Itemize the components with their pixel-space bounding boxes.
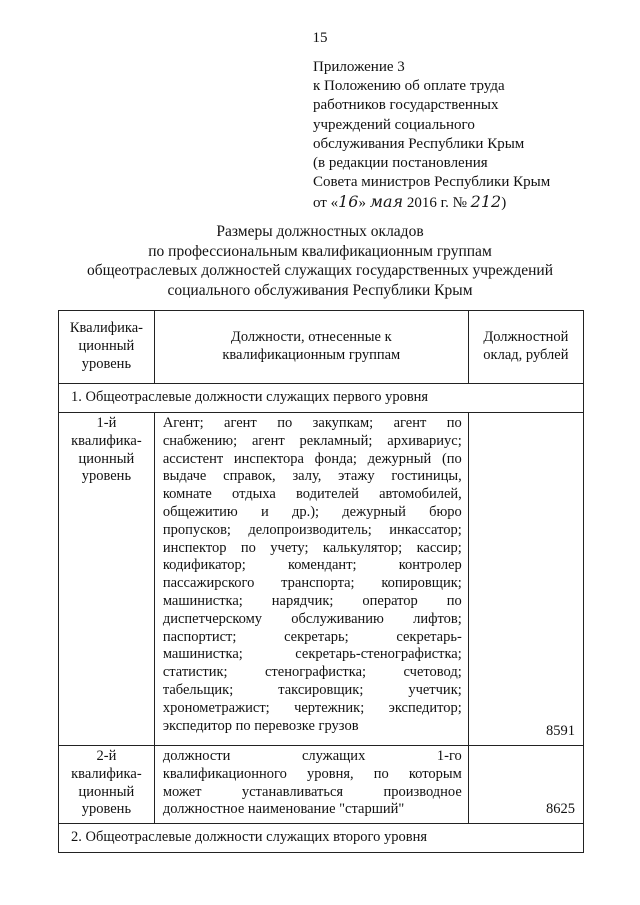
date-separator: » (358, 195, 370, 212)
header-level (59, 311, 155, 384)
handwritten-month: мая (369, 192, 404, 212)
appendix-date-line (313, 192, 613, 213)
level-cell (59, 413, 155, 746)
appendix-line: Совета министров Республики Крым (313, 174, 551, 191)
header-text: оклад, рублей (483, 347, 569, 363)
header-salary (468, 311, 583, 384)
salary-cell: 8591 (468, 413, 583, 746)
position-line: Агент; агент по закупкам; агент по (162, 415, 462, 431)
appendix-block (313, 58, 613, 214)
appendix-line: к Положению об оплате труда (313, 78, 505, 95)
level-text: ционный (78, 450, 135, 467)
title-line: общеотраслевых должностей служащих государственных учреждений (86, 262, 554, 279)
appendix-line: Приложение 3 (313, 59, 405, 75)
position-line: квалификационного уровня, по которым (162, 765, 462, 782)
header-positions (154, 311, 468, 384)
position-line: пассажирского транспорта; копировщик; (162, 575, 462, 592)
position-line: машинистка; секретарь-стенографистка; (162, 646, 462, 663)
section-row (59, 824, 584, 853)
salary-table (58, 310, 584, 853)
date-prefix: от « (313, 195, 339, 212)
document-title (0, 222, 640, 300)
level-text: квалифика- (71, 432, 142, 449)
position-line: общежитию и др.); дежурный бюро (162, 503, 462, 520)
header-text: уровень (81, 355, 132, 372)
header-text: Должности, отнесенные к (230, 329, 392, 346)
title-line: по профессиональным квалификационным группам (148, 242, 492, 260)
position-line: снабжению; агент рекламный; архивариус; (162, 432, 462, 449)
section-row (59, 384, 584, 413)
handwritten-number: 212 (470, 192, 502, 212)
section-title: 1. Общеотраслевые должности служащих первого уровня (59, 384, 584, 413)
appendix-line: учреждений социального (313, 116, 475, 133)
appendix-line: обслуживания Республики Крым (313, 135, 525, 152)
position-line: комнате отдыха водителей автомобилей, (162, 486, 462, 503)
salary-cell: 8625 (468, 746, 583, 824)
position-line: машинистка; нарядчик; оператор по (162, 592, 462, 609)
title-line: Размеры должностных окладов (216, 223, 424, 240)
level-text: ционный (78, 783, 135, 800)
position-line: табельщик; таксировщик; учетчик; (162, 681, 462, 698)
positions-cell (154, 746, 468, 824)
position-line: хронометражист; чертежник; экспедитор; (162, 699, 462, 716)
level-text: квалифика- (71, 765, 142, 782)
table-row (59, 413, 584, 746)
level-text: уровень (81, 468, 132, 485)
date-suffix: ) (501, 195, 507, 212)
position-line: выдаче справок, залу, этажу гостиницы, (162, 468, 462, 485)
header-text: Квалифика- (69, 320, 143, 337)
position-line: пропусков; делопроизводитель; инкассатор; (162, 521, 462, 538)
position-line: диспетчерскому обслуживанию лифтов; (162, 610, 462, 627)
position-line: может устанавливаться производное (162, 783, 462, 800)
position-line: экспедитор по перевозке грузов (162, 717, 359, 734)
date-year: 2016 г. № (403, 195, 471, 212)
level-text: 2-й (96, 748, 117, 764)
page-number: 15 (312, 30, 328, 46)
title-line: социального обслуживания Республики Крым (167, 281, 473, 299)
header-text: ционный (78, 338, 135, 355)
level-text: 1-й (96, 415, 117, 431)
level-cell (59, 746, 155, 824)
header-text: квалификационным группам (222, 347, 401, 363)
position-line: инспектор по учету; калькулятор; кассир; (162, 539, 462, 556)
position-line: должности служащих 1-го (162, 748, 462, 764)
position-line: кодификатор; комендант; контролер (162, 557, 462, 574)
section-title: 2. Общеотраслевые должности служащих второго уровня (59, 824, 584, 853)
header-text: Должностной (483, 329, 569, 346)
appendix-line: работников государственных (313, 97, 499, 114)
position-line: статистик; стенографистка; счетовод; (162, 664, 462, 681)
handwritten-day: 16 (338, 192, 359, 212)
appendix-line: (в редакции постановления (313, 155, 488, 172)
table-header-row (59, 311, 584, 384)
position-line: ассистент инспектора фонда; дежурный (по (162, 450, 462, 467)
position-line: должностное наименование "старший" (162, 801, 405, 818)
positions-cell (154, 413, 468, 746)
level-text: уровень (81, 801, 132, 818)
position-line: паспортист; секретарь; секретарь- (162, 628, 462, 645)
table-row (59, 746, 584, 824)
